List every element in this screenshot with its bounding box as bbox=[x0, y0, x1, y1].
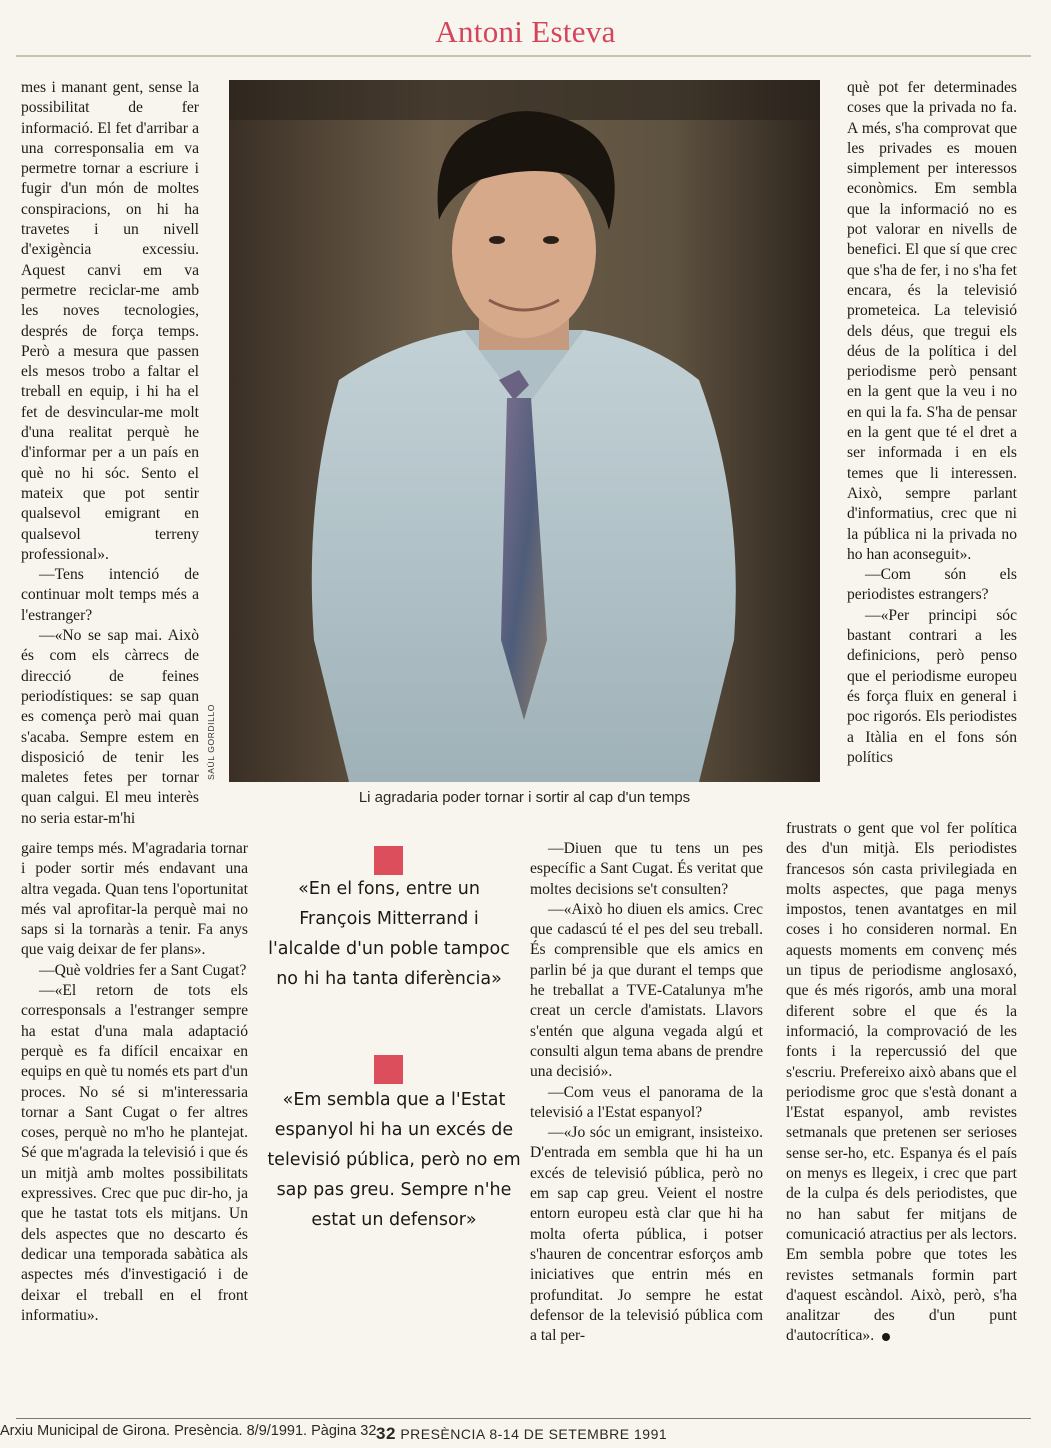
question: —Tens intenció de continuar molt temps més a l'estranger? bbox=[21, 566, 199, 624]
author-title: Antoni Esteva bbox=[435, 14, 616, 49]
photo-caption: Li agradaria poder tornar i sortir al cap d'un temps bbox=[358, 789, 691, 806]
paragraph: gaire temps més. M'agradaria tornar i poder sortir més endavant una altra vegada. Quan tens l'oportunitat més val aprofitar-la perquè mai no saps si la tornaràs a tenir. Fa anys que vaig deixar de fer plans». bbox=[21, 840, 248, 959]
question: —Com veus el panorama de la televisió a l'Estat espanyol? bbox=[530, 1083, 763, 1121]
archive-watermark: Arxiu Municipal de Girona. Presència. 8/9/1991. Pàgina 32 bbox=[0, 1423, 377, 1439]
portrait-photo bbox=[229, 80, 820, 782]
column-3 bbox=[530, 839, 763, 1346]
quote-marker-square bbox=[374, 846, 403, 875]
paragraph: què pot fer determinades coses que la privada no fa. A més, s'ha comprovat que les privades es mouen simplement per interessos econòmics. Em sembla que la informació no es pot valorar en nivells de benefici. El que sí que crec que s'ha de fer, i no s'ha fet encara, és la televisió prometeica. La televisió dels déus, que tregui els déus de la política i del periodisme però pensant en la gent que la veu i no en qui la fa. S'ha de pensar en la gent que té el dret a ser informada i en els temes que li interessen. Això, sempre parlant d'informatius, crec que ni la pública ni la privada no ho han aconseguit». bbox=[847, 79, 1017, 563]
column-4-top bbox=[847, 78, 1017, 768]
paragraph: mes i manant gent, sense la possibilitat de fer informació. El fet d'arribar a una corresponsalia em va permetre tornar a escriure i fugir d'un món de moltes conspiracions, on hi ha travetes i un nivell d'exigència excessiu. Aquest canvi em va permetre reciclar-me amb les noves tecnologies, després de força temps. Però a mesura que passen els mesos trobo a faltar el treball en equip, i hi ha el fet de desvincular-me molt d'una realitat perquè he d'informar per a un país en què no hi sóc. Sento el mateix que pot sentir qualsevol emigrant en qualsevol terreny professional». bbox=[21, 79, 199, 563]
pull-quote: «En el fons, entre un François Mitterrand i l'alcalde d'un poble tampoc no hi ha tanta diferència» bbox=[268, 879, 510, 989]
paragraph: —«Això ho diuen els amics. Crec que cadascú té el pes del seu treball. És comprensible que els amics en parlin bé ja que durant el temps que he treballat a TVE-Catalunya m'he creat un cercle d'amistats. Llavors s'entén que alguna vegada algú et consulti algun tema abans de prendre una decisió». bbox=[530, 900, 763, 1081]
end-bullet-icon bbox=[882, 1333, 890, 1341]
quote-marker-square bbox=[374, 1055, 403, 1084]
column-1-top bbox=[21, 78, 199, 829]
paragraph bbox=[786, 819, 1017, 1347]
column-1-bottom bbox=[21, 839, 248, 1326]
question: —Què voldries fer a Sant Cugat? bbox=[39, 961, 247, 979]
question: —Diuen que tu tens un pes específic a Sant Cugat. És veritat que moltes decisions se't consulten? bbox=[530, 840, 763, 898]
footer-rule bbox=[16, 1418, 1031, 1419]
paragraph: —«No se sap mai. Això és com els càrrecs de direcció de feines periodístiques: se sap quan es comença però mai quan s'acaba. Sempre estem en disposició de tenir les maletes fetes per tornar quan calgui. El meu interès no seria estar-m'hi bbox=[21, 627, 199, 827]
question: —Com són els periodistes estrangers? bbox=[847, 566, 1017, 604]
pull-quote: «Em sembla que a l'Estat espanyol hi ha un excés de televisió pública, però no em sap pas greu. Sempre n'he estat un defensor» bbox=[267, 1090, 521, 1230]
paragraph: —«El retorn de tots els corresponsals a l'estranger sempre ha estat d'una mala adaptació perquè es fa difícil encaixar en equips en què tu només ets part d'un proces. No sé si m'interessaria tornar a Sant Cugat o fer altres coses, perquè no m'ho he plantejat. Sé que m'agrada la televisió i que és un mitjà amb moltes possibilitats expressives. Crec que puc dir-ho, ja que he tastat tots els mitjans. Un dels aspectes que no descarto és dedicar una temporada sabàtica als aspectes més d'investigació i de deixar el treball en el front informatiu». bbox=[21, 982, 248, 1324]
paragraph-text: frustrats o gent que vol fer política des d'un mitjà. Els periodistes francesos són casta privilegiada en molts aspectes, que paga menys impostos, tenen avantatges en mil coses i ho consideren normal. En aquests moments em convenç més un tipus de periodisme anglosaxó, que és més rigorós, amb una moral diferent sobre el que és la informació, la comprovació de les fonts i la repercussió del que s'escriu. Prefereixo això abans que el periodisme groc que s'està donant a l'Estat espanyol, amb revistes setmanals que pretenen ser serioses sense ser-ho, etc. Espanya és el país on menys es llegeix, i crec que part de la culpa és dels periodistes, que no han sabut fer mitjans de comunicació atractius per als lectors. Em sembla pobre que totes les revistes setmanals formin part d'aquest escàndol. Això, però, s'ha analitzar des d'un punt d'autocrítica». bbox=[786, 820, 1017, 1345]
page-number: 32 bbox=[376, 1424, 396, 1443]
publication-name: PRESÈNCIA 8-14 DE SETEMBRE 1991 bbox=[400, 1426, 668, 1442]
header-rule bbox=[16, 55, 1031, 57]
paragraph: —«Jo sóc un emigrant, insisteixo. D'entrada em sembla que hi ha un excés de televisió pública, però no em sap cap greu. Veient el nostre entorn europeu està clar que hi ha molta oferta pública, i potser s'hauren de concentrar esforços amb iniciatives que entrin més en profunditat. Jo sempre he estat defensor de la televisió pública com a tal per- bbox=[530, 1124, 763, 1345]
paragraph: —«Per principi sóc bastant contrari a les definicions, però penso que el periodisme europeu és força fluix en general i poc rigorós. Els periodistes a Itàlia en el fons són polítics bbox=[847, 606, 1017, 766]
photo-credit: SAÚL GORDILLO bbox=[206, 704, 216, 780]
publication-line bbox=[376, 1424, 667, 1444]
column-4-bottom bbox=[786, 819, 1017, 1347]
